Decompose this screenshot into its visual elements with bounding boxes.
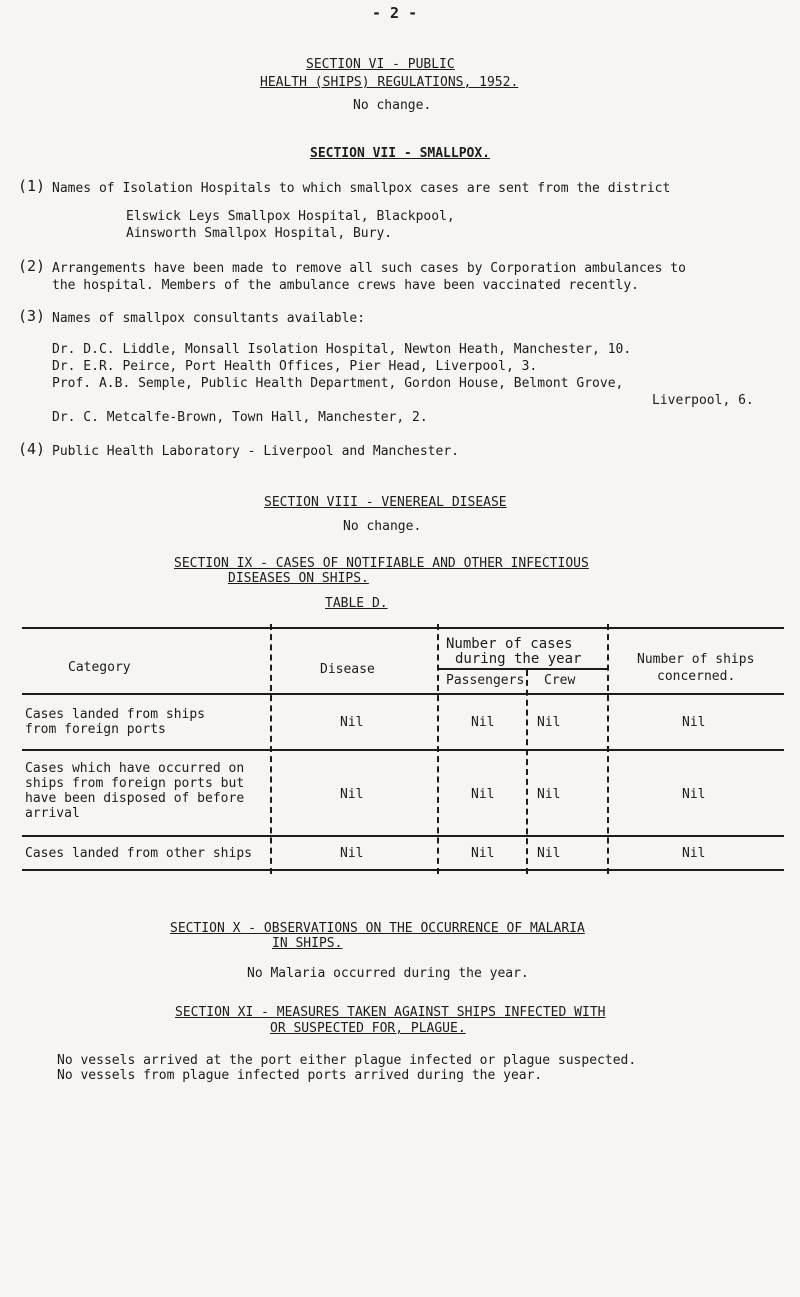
hospital-line: Ainsworth Smallpox Hospital, Bury. — [126, 226, 393, 241]
column-separator — [437, 624, 439, 874]
header-number-cases: during the year — [455, 651, 582, 667]
section-6-title-line1: SECTION VI - PUBLIC — [306, 57, 455, 72]
table-cell-disease: Nil — [340, 715, 364, 730]
table-cell-passengers: Nil — [471, 846, 495, 861]
section-8-title: SECTION VIII - VENEREAL DISEASE — [264, 495, 507, 510]
header-subrule — [439, 668, 609, 670]
header-disease: Disease — [320, 662, 375, 677]
header-ships: Number of ships — [637, 652, 755, 667]
section-10-title-line2: IN SHIPS. — [272, 936, 343, 951]
section-9-title-line1: SECTION IX - CASES OF NOTIFIABLE AND OTHER INFECTIOUS — [174, 556, 589, 571]
table-cell-crew: Nil — [537, 715, 561, 730]
table-cell-category: Cases landed from other ships — [25, 846, 252, 861]
item-text: Names of Isolation Hospitals to which smallpox cases are sent from the district — [52, 181, 671, 196]
item-text: the hospital. Members of the ambulance crews have been vaccinated recently. — [52, 278, 639, 293]
table-cell-crew: Nil — [537, 787, 561, 802]
consultant-line: Dr. D.C. Liddle, Monsall Isolation Hospital, Newton Heath, Manchester, 10. — [52, 342, 632, 357]
table-row-rule — [22, 835, 784, 837]
section-11-title-line2: OR SUSPECTED FOR, PLAGUE. — [270, 1021, 466, 1036]
hospital-line: Elswick Leys Smallpox Hospital, Blackpool, — [126, 209, 455, 224]
header-passengers: Passengers — [446, 673, 525, 688]
table-cell-category: Cases which have occurred on — [25, 761, 245, 776]
page-number: - 2 - — [372, 4, 418, 22]
table-cell-category: arrival — [25, 806, 80, 821]
column-separator — [526, 670, 528, 874]
table-cell-ships: Nil — [682, 846, 706, 861]
table-top-rule — [22, 627, 784, 629]
item-number: (2) — [18, 257, 46, 275]
consultant-line: Prof. A.B. Semple, Public Health Department, Gordon House, Belmont Grove, — [52, 376, 624, 391]
column-separator — [270, 624, 272, 874]
header-ships: concerned. — [657, 669, 736, 684]
section-10-title-line1: SECTION X - OBSERVATIONS ON THE OCCURRENCE OF MALARIA — [170, 921, 585, 936]
table-cell-ships: Nil — [682, 715, 706, 730]
consultant-line: Dr. C. Metcalfe-Brown, Town Hall, Manchester, 2. — [52, 410, 428, 425]
section-11-title-line1: SECTION XI - MEASURES TAKEN AGAINST SHIPS INFECTED WITH — [175, 1005, 606, 1020]
table-cell-category: Cases landed from ships — [25, 707, 206, 722]
section-6-title-line2: HEALTH (SHIPS) REGULATIONS, 1952. — [260, 75, 519, 90]
section-11-body-line1: No vessels arrived at the port either plague infected or plague suspected. — [57, 1053, 637, 1068]
header-number-cases: Number of cases — [446, 636, 573, 652]
section-11-body-line2: No vessels from plague infected ports arrived during the year. — [57, 1068, 543, 1083]
item-text: Arrangements have been made to remove all such cases by Corporation ambulances to — [52, 261, 686, 276]
item-number: (1) — [18, 177, 46, 195]
table-cell-passengers: Nil — [471, 787, 495, 802]
table-cell-category: have been disposed of before — [25, 791, 245, 806]
section-10-body: No Malaria occurred during the year. — [247, 966, 529, 981]
section-8-body: No change. — [343, 519, 422, 534]
table-cell-category: from foreign ports — [25, 722, 166, 737]
consultant-line: Dr. E.R. Peirce, Port Health Offices, Pier Head, Liverpool, 3. — [52, 359, 538, 374]
table-cell-disease: Nil — [340, 846, 364, 861]
consultant-line: Liverpool, 6. — [652, 393, 754, 408]
table-header-rule — [22, 693, 784, 695]
table-title: TABLE D. — [325, 596, 388, 611]
table-cell-crew: Nil — [537, 846, 561, 861]
section-9-title-line2: DISEASES ON SHIPS. — [228, 571, 369, 586]
table-cell-category: ships from foreign ports but — [25, 776, 245, 791]
column-separator — [607, 624, 609, 874]
item-number: (3) — [18, 307, 46, 325]
table-bottom-rule — [22, 869, 784, 871]
table-cell-passengers: Nil — [471, 715, 495, 730]
section-7-title: SECTION VII - SMALLPOX. — [310, 146, 491, 161]
header-category: Category — [68, 660, 131, 675]
item-number: (4) — [18, 440, 46, 458]
item-text: Public Health Laboratory - Liverpool and Manchester. — [52, 444, 459, 459]
table-row-rule — [22, 749, 784, 751]
item-text: Names of smallpox consultants available: — [52, 311, 366, 326]
header-crew: Crew — [544, 673, 576, 688]
section-6-body: No change. — [353, 98, 432, 113]
table-cell-ships: Nil — [682, 787, 706, 802]
table-cell-disease: Nil — [340, 787, 364, 802]
